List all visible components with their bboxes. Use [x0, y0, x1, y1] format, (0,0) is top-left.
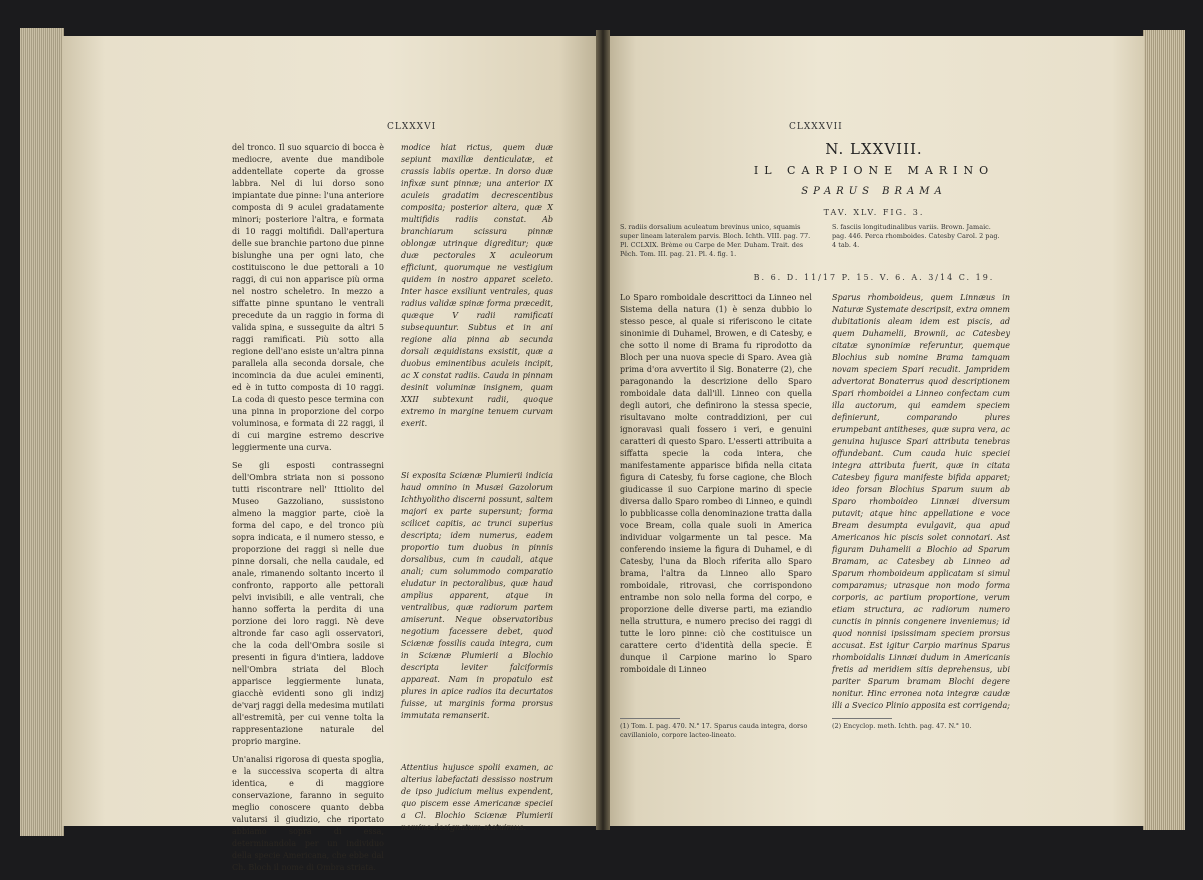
paragraph: Sparus rhomboideus, quem Linnæus in Naturæ Systemate descripsit, extra omnem dubitationis aleam idem est piscis, ad quem Duhamelii, Brownii, ac Catesbey citatæ synonimiæ referuntur, quemque Blochius sub nomine Brama tamquam novam speciem Spari recudit. Jampridem advertorat Bonaterrus quod descriptionem Spari rhomboidei a Linneo confectam cum illa auctorum, qui eamdem speciem definierunt, comparando plures erumpebant antitheses, quæ supra vera, ac genuina hujusce Spari attributa tenebras offundebant. Cum cauda huic speciei integra attributa fuerit, quæ in citata Catesbey figura manifeste bifida apparet; ideo forsan Blochius Sparum suum ab Sparo rhomboideo Linnæi diversum putavit; atque hinc appellatione e voce Bream desumpta evulgavit, qua apud Americanos hic piscis solet connotari. Ast figuram Duhamelii a Blochio ad Sparum Bramam, ac Catesbey ab Linneo ad Sparum rhomboideum applicatam si simul comparamus; utrasque non modo forma corporis, ac partium proportione, verum etiam structura, ac radiorum numero cunctis in pinnis congenere inveniemus; id quod nonnisi ipsissimam speciem prorsus accusat. Est igitur Carpio marinus Sparus rhomboidalis Linnæi dudum in Americanis fretis ad meridiem sitis deprehensus, ubi pariter Sparum bramam Blochi degere nonitur. Hinc erronea nota integræ caudæ illi a Svecico Plinio apposita est corrigenda; [832, 293, 1010, 710]
latin-name: SPARUS BRAMA [801, 186, 947, 197]
page-number-right: CLXXXVII [789, 122, 843, 132]
footnote-rule [832, 718, 892, 719]
synonyms-left: S. radiis dorsalium aculeatum brevinus unico, squamis super lineam lateralem parvis. Bloch. Ichth. VIII. pag. 77. Pl. CCLXIX. Brème ou Carpe de Mer. Duham. Trait. des Pêch. Tom. III. pag. 21. Pl. 4. fig. 1. [620, 223, 811, 258]
common-name: IL CARPIONE MARINO [753, 164, 995, 177]
page-number-left: CLXXXVI [387, 122, 437, 132]
paragraph: Attentius hujusce spolii examen, ac alterius labefactati dessisso nostrum de ipso judicium melius expendent, quo piscem esse Americanæ speciei a Cl. Blochio Sciænæ Plumierii nomine designatum statuimus. [401, 763, 553, 832]
left-page-edges [20, 28, 64, 836]
paragraph: del tronco. Il suo squarcio di bocca è mediocre, avente due mandibole addentellate coperte da grosse labbra. Nel di lui dorso sono impiantate due pinne: l'una anteriore composta di 9 aculei gradatamente minori; posteriore l'altra, e formata di 10 raggi moltifidi. Dall'apertura delle sue branchie partono due pinne bislunghe una per ogni lato, che costituiscono le due pettorali a 10 raggi, di cui non apparisce più orma nel nostro scheletro. In mezzo a siffatte pinne spuntano le ventrali precedute da un raggio in forma di valida spina, e susseguite da altri 5 raggi ramificati. Più sotto alla regione dell'ano esiste un'altra pinna parallela alla seconda dorsale, che incomincia da due aculei eminenti, ed è in tutto composta di 10 raggi. La coda di questo pesce termina con una pinna in proporzione del corpo voluminosa, e formata di 22 raggi, il di cui margine estremo descrive leggiermente una curva. [232, 143, 384, 452]
paragraph: Un'analisi rigorosa di questa spoglia, e la successiva scoperta di altra identica, e di maggiore conservazione, faranno in seguito meglio conoscere quanto debba valutarsi il giudizio, che riportato abbiamo sopra di essa, determinandola per un individuo della specie Americana, che ebbe dal Ch. Bloch il nome di Ombra striata. [232, 755, 384, 872]
left-italian-column [232, 142, 384, 880]
paragraph: Se gli esposti contrassegni dell'Ombra striata non si possono tutti riscontrare nell' Ittiolito del Museo Gazzoliano, sussistono almeno la maggior parte, cioè la forma del capo, e del tronco più sopra indicata, e il numero stesso, e proporzione dei raggi sì nelle due pinne dorsali, che nella caudale, ed anale, rimanendo soltanto incerto il confronto, rapporto alle pettorali pelvi invisibili, e alle ventrali, che hanno sofferta la perdita di una porzione dei loro raggi. Nè deve altronde far caso agli osservatori, che la coda dell'Ombra sosile si presenti in figura d'intiera, laddove nell'Ombra striata del Bloch apparisce leggiermente lunata, giacchè evidenti sono gli indizj de'varj raggi della medesima mutilati all'estremità, per cui venne tolta la rappresentazione naturale del proprio margine. [232, 461, 384, 746]
right-page-edges [1143, 30, 1185, 830]
entry-number: N. LXXVIII. [825, 140, 923, 158]
right-latin-column [832, 292, 1010, 718]
book-gutter [596, 30, 610, 830]
paragraph: Lo Sparo romboidale descrittoci da Linneo nel Sistema della natura (1) è senza dubbio lo stesso pesce, al quale si riferiscono le citate sinonimie di Duhamel, Browen, e di Catesby, e che sotto il nome di Brama fu riprodotto da Bloch per una nuova specie di Sparo. Avea già prima d'ora avvertito il Sig. Bonaterre (2), che paragonando la descrizione dello Sparo romboidale data dall'ill. Linneo con quella degli autori, che definirono la stessa specie, risultavano molte contraddizioni, per cui ignoravasi quali fossero i veri, e genuini caratteri di questo Sparo. L'esserti attribuita a siffatta specie la coda intera, che manifestamente apparisce bifida nella citata figura di Catesby, fu forse cagione, che Bloch giudicasse il suo Carpione marino di specie diversa dallo Sparo rombeo di Linneo, e quindi lo pubblicasse colla denominazione tratta dalla voce Bream, colla quale suoli in America individuar volgarmente un tal pesce. Ma conferendo insieme la figura di Duhamel, e di Catesby, l'una da Bloch riferita allo Sparo brama, l'altra da Linneo allo Sparo romboidale, ritrovasi, che corrispondono entrambe non solo nella forma del corpo, e proporzione delle diverse parti, ma eziandio nella struttura, e numero preciso dei raggi di tutte le loro pinne: ciò che costituisce un carattere certo d'identità della specie. È dunque il Carpione marino lo Sparo romboidale di Linneo [620, 293, 812, 674]
left-latin-column [401, 142, 553, 840]
left-page [62, 36, 602, 872]
plate-reference: TAV. XLV. FIG. 3. [823, 208, 925, 217]
paragraph: modice hiat rictus, quem duæ sepiunt maxillæ denticulatæ, et crassis labiis opertæ. In dorso duæ infixæ sunt pinnæ; una anterior IX aculeis gradatim decrescentibus composita; posterior altera, quæ X multifidis radiis constat. Ab branchiarum scissura pinnæ oblongæ utrinque digreditur; quæ duæ pectorales X aculeorum efficiunt, quorumque ne vestigium quidem in nostro apparet sceleto. Inter hasce exsiliunt ventrales, quas radius validæ spinæ forma præcedit, quæque V radii ramificati subsequuntur. Subtus et in ani regione alia pinna ab secunda dorsali æquidistans exsistit, quæ a duobus eminentibus aculeis incipit, ac X constat radiis. Cauda in pinnam desinit voluminæ insignem, quam XXII subtexunt radii, quoque extremo in margine tenuem curvam exerit. [401, 143, 553, 428]
footnote-left: (1) Tom. I. pag. 470. N.° 17. Sparus cauda integra, dorso cavillaniolo, corpore lacteo-lineato. [620, 722, 808, 739]
right-page [604, 36, 1144, 826]
footnote-rule [620, 718, 680, 719]
synonyms-right: S. fasciis longitudinalibus variis. Brown. Jamaic. pag. 446. Perca rhomboides. Catesby Carol. 2 pag. 4 tab. 4. [832, 223, 1000, 249]
fin-formula: B. 6. D. 11/17 P. 15. V. 6. A. 3/14 C. 19. [753, 273, 995, 282]
footnote-right: (2) Encyclop. meth. Ichth. pag. 47. N.° 10. [832, 722, 972, 730]
right-italian-column [620, 292, 812, 682]
paragraph: Si exposita Sciænæ Plumierii indicia haud omnino in Musæi Gazolorum Ichthyolitho discerni possunt, saltem majori ex parte supersunt; forma scilicet capitis, ac trunci superius descripta; idem numerus, eadem proportio tum duobus in pinnis dorsalibus, cum in caudali, atque anali; cum solummodo comparatio eludatur in pectoralibus, quæ haud amplius apparent, atque in ventralibus, quæ radiorum partem amiserunt. Neque observatoribus negotium facessere debet, quod Sciænæ fossilis cauda integra, cum in Sciænæ Plumierii a Blochio descripta leviter falciformis appareat. Nam in propatulo est plures in apice radios ita decurtatos fuisse, ut marginis forma prorsus immutata remanserit. [401, 471, 553, 720]
